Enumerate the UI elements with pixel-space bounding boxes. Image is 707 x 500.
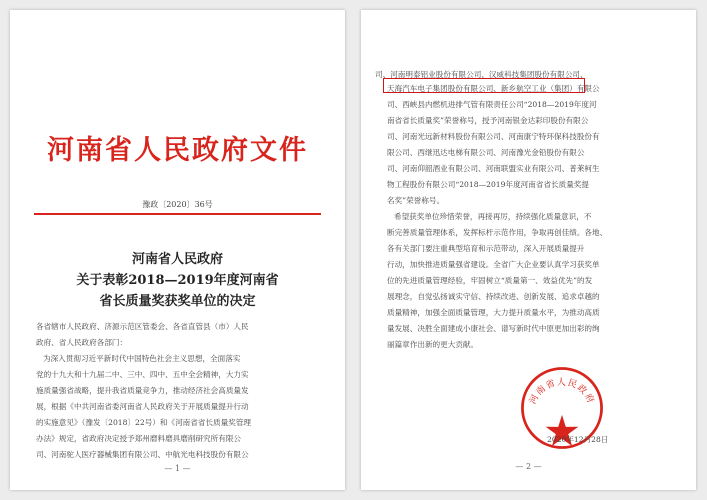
signing-date: 2020年12月28日: [547, 435, 609, 444]
body-line: 行动，加快推进质量强省建设。全省广大企业要认真学习获奖单: [387, 260, 600, 269]
seal-text: 河南省人民政府: [528, 377, 596, 407]
page-number: — 1 —: [164, 464, 191, 473]
body-line: 各有关部门要注重典型培育和示范带动，深入开展质量提升: [387, 244, 585, 253]
body-line: 质量精神，加强全面质量管理，大力提升质量水平，为推动高质: [387, 308, 600, 317]
body-line: 量发展、决胜全面建成小康社会、谱写新时代中原更加出彩的绚: [387, 324, 600, 333]
body-line: 党的十九大和十九届二中、三中、四中、五中全会精神，大力实: [36, 370, 249, 379]
highlight-box: [383, 78, 585, 93]
body-line: 办法》规定，省政府决定授予郑州磨料磨具磨削研究所有限公: [36, 434, 242, 443]
body-line: 丽篇章作出新的更大贡献。: [387, 340, 479, 349]
body-line: 为深入贯彻习近平新时代中国特色社会主义思想，全面落实: [43, 354, 241, 363]
body-line: 展理念，自觉弘扬诚实守信、持续改进、创新发展、追求卓越的: [387, 292, 600, 301]
document-page-left: [10, 10, 345, 490]
document-page-right: [361, 10, 696, 490]
svg-text:河南省人民政府: [527, 376, 597, 406]
body-line: 司、河南光远新材料股份有限公司、河南康宁特环保科技股份有: [387, 132, 600, 141]
body-line: 施质量强省战略，提升我省质量竞争力，推动经济社会高质量发: [36, 386, 249, 395]
red-header-title: 河南省人民政府文件: [47, 135, 308, 166]
decision-title-line3: 省长质量奖获奖单位的决定: [99, 294, 256, 309]
page-number: — 2 —: [515, 462, 542, 471]
body-line: 天海汽车电子集团股份有限公司、新乡航空工业（集团）有限公: [387, 84, 600, 93]
red-divider-line: [34, 213, 321, 215]
body-line: 物工程股份有限公司“2018—2019年度河南省省长质量奖提: [387, 180, 589, 189]
document-number: 豫政〔2020〕36号: [142, 200, 213, 209]
body-line: 限公司、西继迅达电梯有限公司、河南豫光金铅股份有限公: [387, 148, 585, 157]
body-line: 各省辖市人民政府、济源示范区管委会、各省直管县（市）人民: [36, 322, 249, 331]
body-line: 名奖”荣誉称号。: [387, 196, 445, 205]
body-line: 希望获奖单位珍惜荣誉，再接再厉，持续强化质量意识，不: [394, 212, 592, 221]
body-line: 南省省长质量奖”荣誉称号，授予河南银金达彩印股份有限公: [387, 116, 589, 125]
body-line: 司、西峡县内燃机进排气管有限责任公司“2018—2019年度河: [387, 100, 597, 109]
body-line: 位的先进质量管理经验，牢固树立“质量第一、效益优先”的发: [387, 276, 593, 285]
body-line: 司、河南仰韶酒业有限公司、河南联盟实业有限公司、普莱柯生: [387, 164, 600, 173]
body-line: 断完善质量管理体系，发挥标杆示范作用，争取再创佳绩。各地、: [387, 228, 608, 237]
body-line: 司、河南明泰铝业股份有限公司、汉威科技集团股份有限公司、: [375, 70, 588, 79]
body-line: 展，根据《中共河南省委河南省人民政府关于开展质量提升行动: [36, 402, 249, 411]
decision-title-line1: 河南省人民政府: [131, 252, 223, 267]
body-line: 司、河南驼人医疗器械集团有限公司、中航光电科技股份有限公: [36, 450, 249, 459]
body-line: 的实施意见》（豫发〔2018〕22号）和《河南省省长质量奖管理: [36, 418, 252, 427]
decision-title-line2: 关于表彰2018—2019年度河南省: [76, 273, 279, 288]
body-line: 政府、省人民政府各部门：: [36, 338, 128, 347]
